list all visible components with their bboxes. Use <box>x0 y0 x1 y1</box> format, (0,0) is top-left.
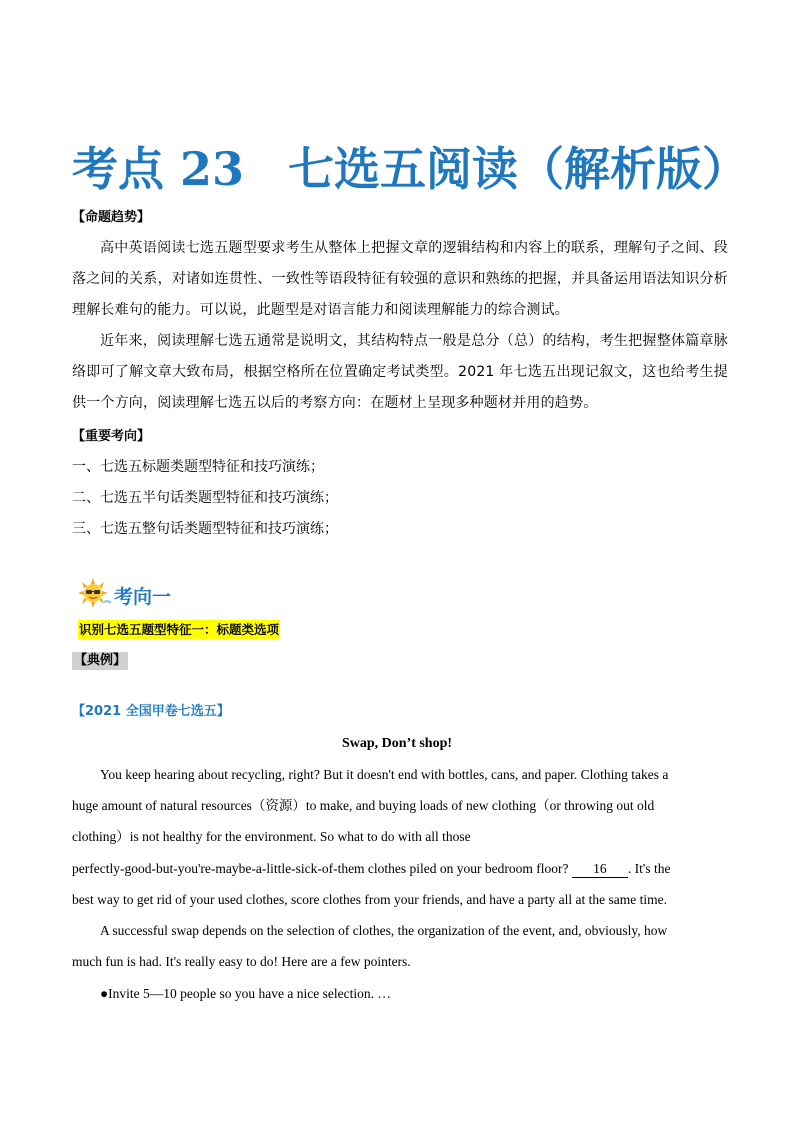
trend-paragraph-1: 高中英语阅读七选五题型要求考生从整体上把握文章的逻辑结构和内容上的联系，理解句子之间、段落之间的关系，对诸如连贯性、一致性等语段特征有较强的意识和熟练的把握，并具备运用语法知识分析理解长难句的能力。可以说，此题型是对语言能力和阅读理解能力的综合测试。 <box>72 240 728 318</box>
directions-item-1: 一、七选五标题类题型特征和技巧演练； <box>72 459 324 475</box>
passage-line-8: ●Invite 5—10 people so you have a nice selection. … <box>100 986 391 1001</box>
passage-line-5: best way to get rid of your used clothes, score clothes from your friends, and have a party all at the same time. <box>72 892 667 907</box>
passage-title: Swap, Don’t shop! <box>341 736 453 751</box>
directions-item-3: 三、七选五整句话类题型特征和技巧演练； <box>72 521 338 537</box>
passage-line-1: You keep hearing about recycling, right? But it doesn't end with bottles, cans, and paper. Clothing takes a <box>100 767 669 782</box>
sun-with-sunglasses-icon <box>74 578 112 608</box>
example-tag: 【典例】 <box>74 653 127 668</box>
passage-line-4 <box>72 859 670 879</box>
section-label: 考向一 <box>114 586 172 608</box>
title-part1: 考点 23 <box>72 142 245 196</box>
passage-line-6: A successful swap depends on the selection of clothes, the organization of the event, and, obviously, how <box>100 923 668 938</box>
blank-16: 16 <box>572 861 628 878</box>
trend-heading: 【命题趋势】 <box>72 210 151 225</box>
question-type-highlight: 识别七选五题型特征一：标题类选项 <box>79 622 280 637</box>
directions-item-2: 二、七选五半句话类题型特征和技巧演练； <box>72 490 338 506</box>
document-title <box>72 138 772 200</box>
passage-line-4-tail: . It's the <box>627 861 671 876</box>
passage-line-2: huge amount of natural resources（资源）to make, and buying loads of new clothing（or throwing out old <box>72 798 655 813</box>
section-header <box>74 576 274 610</box>
passage-line-7: much fun is had. It's really easy to do! Here are a few pointers. <box>72 954 411 969</box>
trend-paragraph-2: 近年来，阅读理解七选五通常是说明文，其结构特点一般是总分（总）的结构，考生把握整体篇章脉络即可了解文章大致布局，根据空格所在位置确定考试类型。2021 年七选五出现记叙文，这也给考生提供一个方向，阅读理解七选五以后的考察方向：在题材上呈现多种题材并用的趋势。 <box>72 333 728 411</box>
passage-line-4-text: perfectly-good-but-you're-maybe-a-little-sick-of-them clothes piled on your bedroom floor? <box>72 861 569 876</box>
title-part2: 七选五阅读（解析版） <box>288 142 749 196</box>
directions-heading: 【重要考向】 <box>72 429 151 444</box>
passage-line-3: clothing）is not healthy for the environment. So what to do with all those <box>72 829 471 844</box>
example-source: 【2021 全国甲卷七选五】 <box>72 704 230 719</box>
